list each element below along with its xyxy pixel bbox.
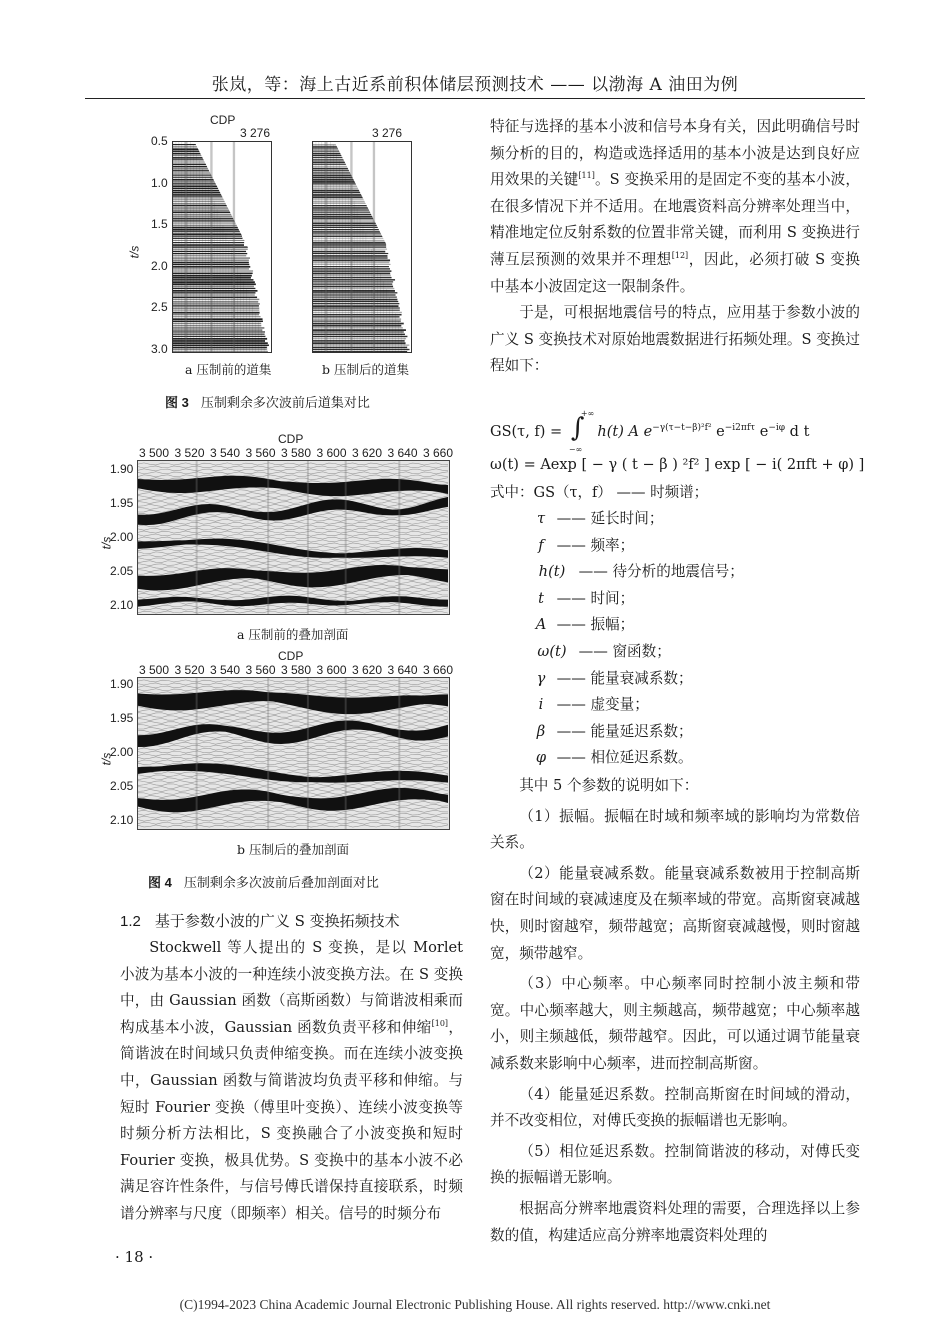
fig4b-x-tick: 3 560 [245,663,276,677]
fig4a-cdp-label: CDP [278,432,304,446]
gather-before [172,141,272,353]
gather-reflection [173,351,268,352]
gather-reflection [173,342,268,344]
right-paragraph-1 [490,114,860,300]
gather-after-traces [313,142,411,352]
integral-lower: −∞ [568,445,583,454]
header-rule [85,98,865,99]
stack-section-after [137,677,450,830]
definition-text: —— 振幅； [552,616,635,634]
definition-text: —— 相位延迟系数。 [552,749,693,767]
running-header: 张岚，等：海上古近系前积体储层预测技术 —— 以渤海 A 油田为例 [211,75,739,95]
section-bad-trace [398,461,400,614]
fig4b-y-axis-label: t/s [99,752,114,766]
formula-gs-e3: e [755,424,769,440]
fig4a-x-tick: 3 600 [316,446,347,460]
fig3-cdp-label: CDP [210,113,236,127]
fig4b-cdp-label: CDP [278,649,304,663]
right-p1a: 特征与选择的基本小波和信号本身有关，因此明确信号时频分析的目的，构造或选择适用的基本小波是达到良好应用效果的关键 [490,118,860,189]
fig4b-y-tick: 2.10 [110,813,134,827]
gather-reflection [173,222,241,223]
section-bad-trace [345,461,347,614]
definition-item [530,533,744,560]
section-number: 1.2 [120,913,141,930]
fig3-y-tick: 2.0 [151,258,168,273]
ref-11: [11] [578,171,595,181]
formula-gs-exp3: −iφ [768,423,786,434]
gather-reflection [313,227,381,228]
definition-text: —— 能量衰减系数； [552,669,693,687]
fig4a-x-tick: 3 540 [210,446,241,460]
definition-symbol: φ [535,749,547,767]
gather-reflection [313,214,380,216]
definition-text: —— 时间； [552,589,635,607]
definition-text: —— 待分析的地震信号； [574,563,744,581]
fig3-y-tick: 1.0 [151,175,168,190]
formula-gs-dt: d t [785,424,810,440]
definition-text: —— 延长时间； [552,510,664,527]
fig4-sub-a: a 压制前的叠加剖面 [237,627,349,642]
gather-reflection [313,246,386,247]
fig3-cdp-value-a: 3 276 [240,126,271,140]
fig3-y-tick: 0.5 [151,134,168,148]
fig4-sub-b: b 压制后的叠加剖面 [237,842,349,857]
gather-reflection [313,220,380,222]
fig3-caption-text: 压制剩余多次波前后道集对比 [200,396,370,411]
definition-symbol: γ [536,669,546,687]
gather-reflection [313,249,387,250]
integral-upper: +∞ [580,409,595,418]
definition-item [530,666,744,693]
formula-gs-exp1: −γ(τ−t−β)²f² [652,423,712,434]
gather-reflection [313,225,383,227]
fig4a-y-axis-label: t/s [99,536,114,550]
formula-gs [490,409,810,454]
gather-reflection [173,253,247,254]
definition-item [530,745,744,772]
definition-item [530,719,744,746]
right-p1b: 。S 变换采用的是固定不变的基本小波，在很多情况下并不适用。在地震资料高分辨率处理当中，精准地定位反射系数的位置非常关键，而利用 S 变换进行薄互层预测的效果并不理想 [490,171,860,268]
fig4b-y-tick: 1.90 [110,677,134,691]
fig3-sub-a: a 压制前的道集 [185,362,272,377]
gather-reflection [313,209,377,210]
definition-symbol: A [535,616,547,634]
symbol-definitions [530,506,744,772]
fig4b-x-tick: 3 640 [387,663,418,677]
fig4a-y-tick: 2.05 [110,564,134,578]
definition-text: —— 频率； [552,536,635,554]
copyright-footer: (C)1994-2023 China Academic Journal Electronic Publishing House. All rights reserved. http://www.cnki.net [179,1297,771,1312]
definition-item [530,612,744,639]
definition-symbol: f [538,536,544,554]
right-paragraph-9: 根据高分辨率地震资料处理的需要，合理选择以上参数的值，构建适应高分辨率地震资料处理的 [490,1199,860,1244]
fig3-y-tick: 1.5 [151,217,168,232]
fig4a-x-tick: 3 580 [281,446,312,460]
gather-reflection [313,207,377,209]
page-number: · 18 · [115,1248,154,1266]
section-bad-trace [267,461,269,614]
definition-item [530,639,744,666]
right-column-top [490,114,860,380]
section-bad-trace [307,461,309,614]
fig4a-y-tick: 1.90 [110,462,134,476]
gather-reflection [173,216,239,218]
gather-reflection [313,242,387,244]
right-paragraph-5: （2）能量衰减系数。能量衰减系数被用于控制高斯窗在时间域的衰减速度及在频率域的带宽。高斯窗衰减越快，则时窗越窄，频带越宽；高斯窗衰减越慢，则时窗越宽，频带越窄。 [490,864,860,962]
stack-section-after-traces [138,678,449,829]
formula-gs-lhs: GS(τ, f) = [490,424,567,440]
left-paragraph-1 [120,935,463,1228]
section-bad-trace [398,678,400,829]
defs-intro: 式中：GS（τ，f） —— 时频谱； [490,485,709,501]
fig4a-x-tick: 3 560 [245,446,276,460]
gather-reflection [173,214,240,216]
definition-symbol: τ [536,510,546,527]
section-title: 基于参数小波的广义 S 变换拓频技术 [154,912,400,930]
fig4a-x-tick: 3 660 [423,446,454,460]
section-bad-trace [267,678,269,829]
section-bad-trace [196,461,198,614]
fig4b-x-tick: 3 660 [423,663,454,677]
definition-text: —— 窗函数； [574,642,671,660]
right-paragraph-7: （4）能量延迟系数。控制高斯窗在时间域的滑动，并不改变相位，对傅氏变换的振幅谱也无影响。 [490,1085,860,1130]
fig4a-x-tick: 3 640 [387,446,418,460]
gather-reflection [313,222,382,224]
right-p1c: ，因此，必须打破 S 变换中基本小波固定这一限制条件。 [490,250,860,295]
definition-item [530,506,744,533]
right-column-bottom [490,773,860,1249]
gather-after [312,141,412,353]
stack-section-before [137,460,450,615]
fig4b-x-tick: 3 500 [139,663,170,677]
fig4a-y-tick: 2.00 [110,530,134,544]
right-paragraph-6: （3）中心频率。中心频率同时控制小波主频和带宽。中心频率越大，则主频越高，频带越宽；中心频率越小，则主频越低，频带越窄。因此，可以通过调节能量衰减系数来影响中心频率，进而控制高斯窗。 [490,975,860,1072]
gather-reflection [173,227,243,229]
section-bad-trace [307,678,309,829]
gather-reflection [173,238,243,239]
section-heading [120,910,400,931]
fig3-cdp-value-b: 3 276 [372,126,403,140]
fig4b-x-tick: 3 540 [210,663,241,677]
definition-text: —— 虚变量； [552,696,649,714]
definition-item [530,586,744,613]
gather-reflection [173,220,240,221]
gather-reflection [313,344,409,345]
gather-reflection [313,240,386,242]
fig4-caption [148,872,379,891]
gather-bad-trace [325,142,327,352]
formula-gs-integrand: h(t) A e [597,424,653,440]
gather-reflection [173,344,269,346]
right-paragraph-8: （5）相位延迟系数。控制简谐波的移动，对傅氏变换的振幅谱无影响。 [490,1142,860,1187]
fig4b-x-tick: 3 600 [316,663,347,677]
gather-bad-trace [233,142,235,352]
ref-10: [10] [431,1018,449,1028]
definition-item [530,692,744,719]
fig4b-y-tick: 2.05 [110,779,134,793]
gather-reflection [313,255,387,257]
fig4a-y-tick: 2.10 [110,598,134,612]
fig4b-x-tick: 3 580 [281,663,312,677]
left-p1-text: Stockwell 等人提出的 S 变换，是以 Morlet 小波为基本小波的一种连续小波变换方法。在 S 变换中，由 Gaussian 函数（高斯函数）与简谐波相乘而构成基本小波，Gaussian 函数负责平移和伸缩 [120,939,463,1036]
gather-reflection [173,236,242,237]
gather-reflection [313,229,381,230]
gather-reflection [313,216,381,218]
fig3-y-tick: 2.5 [151,300,168,315]
gather-bad-trace [350,142,352,352]
fig3-y-axis-label: t/s [127,245,142,259]
definition-symbol: h(t) [538,563,566,581]
section-bad-trace [345,678,347,829]
fig4-caption-num: 图 4 [148,875,172,890]
fig4a-x-tick: 3 620 [352,446,383,460]
stack-section-before-traces [138,461,449,614]
gather-reflection [173,225,240,227]
gather-bad-trace [210,142,212,352]
fig3-caption [165,392,370,411]
formula-omega: ω(t) = Aexp [ − γ ( t − β ) ²f² ] exp [ − i( 2πft + φ) ] [490,457,865,473]
gather-reflection [313,212,377,213]
gather-reflection [173,255,246,256]
gather-reflection [173,212,240,213]
definition-text: —— 能量延迟系数； [552,722,693,740]
fig4-caption-text: 压制剩余多次波前后叠加剖面对比 [183,876,379,891]
fig4a-x-tick: 3 520 [174,446,205,460]
integral-sign [567,409,595,454]
left-p1-tail: ，简谐波在时间域只负责伸缩变换。而在连续小波变换中，Gaussian 函数与简谐波均负责平移和伸缩。与短时 Fourier 变换（傅里叶变换）、连续小波变换等时频分析方法相比，S 变换融合了小波变换和短时 Fourier 变换，极具优势。S 变换中的基本小波不必满足容许性条件，与信号傅氏谱保持直接联系，时频谱分辨率与尺度（即频率）相关。信号的时频分布 [120,1018,463,1222]
formula-gs-e2: e [711,424,725,440]
fig3-caption-num: 图 3 [165,395,189,410]
definition-symbol: i [538,696,544,714]
definition-symbol: β [536,722,546,740]
definition-symbol: ω(t) [537,642,567,660]
left-column-body [120,935,463,1228]
gather-bad-trace [373,142,375,352]
definition-item [530,559,744,586]
right-paragraph-3: 其中 5 个参数的说明如下： [519,777,699,794]
fig4a-y-tick: 1.95 [110,496,134,510]
integral-glyph: ∫ [570,413,585,443]
formula-gs-exp2: −i2πfτ [724,423,756,434]
right-paragraph-2: 于是，可根据地震信号的特点，应用基于参数小波的广义 S 变换技术对原始地震数据进行拓频处理。S 变换过程如下： [490,304,860,375]
gather-bad-trace [185,142,187,352]
gather-reflection [173,218,240,219]
gather-reflection [313,244,386,245]
fig4b-y-tick: 2.00 [110,745,134,759]
gather-reflection [313,349,409,350]
fig4a-x-tick: 3 500 [139,446,170,460]
fig4b-x-tick: 3 520 [174,663,205,677]
section-bad-trace [196,678,198,829]
definition-symbol: t [538,589,544,607]
ref-12: [12] [671,251,689,261]
fig4b-x-tick: 3 620 [352,663,383,677]
gather-reflection [173,233,243,235]
right-paragraph-4: （1）振幅。振幅在时域和频率域的影响均为常数倍关系。 [490,807,860,852]
gather-before-traces [173,142,271,352]
fig3-sub-b: b 压制后的道集 [322,362,409,377]
fig3-y-tick: 3.0 [151,341,168,356]
gather-reflection [313,218,380,219]
fig4b-y-tick: 1.95 [110,711,134,725]
